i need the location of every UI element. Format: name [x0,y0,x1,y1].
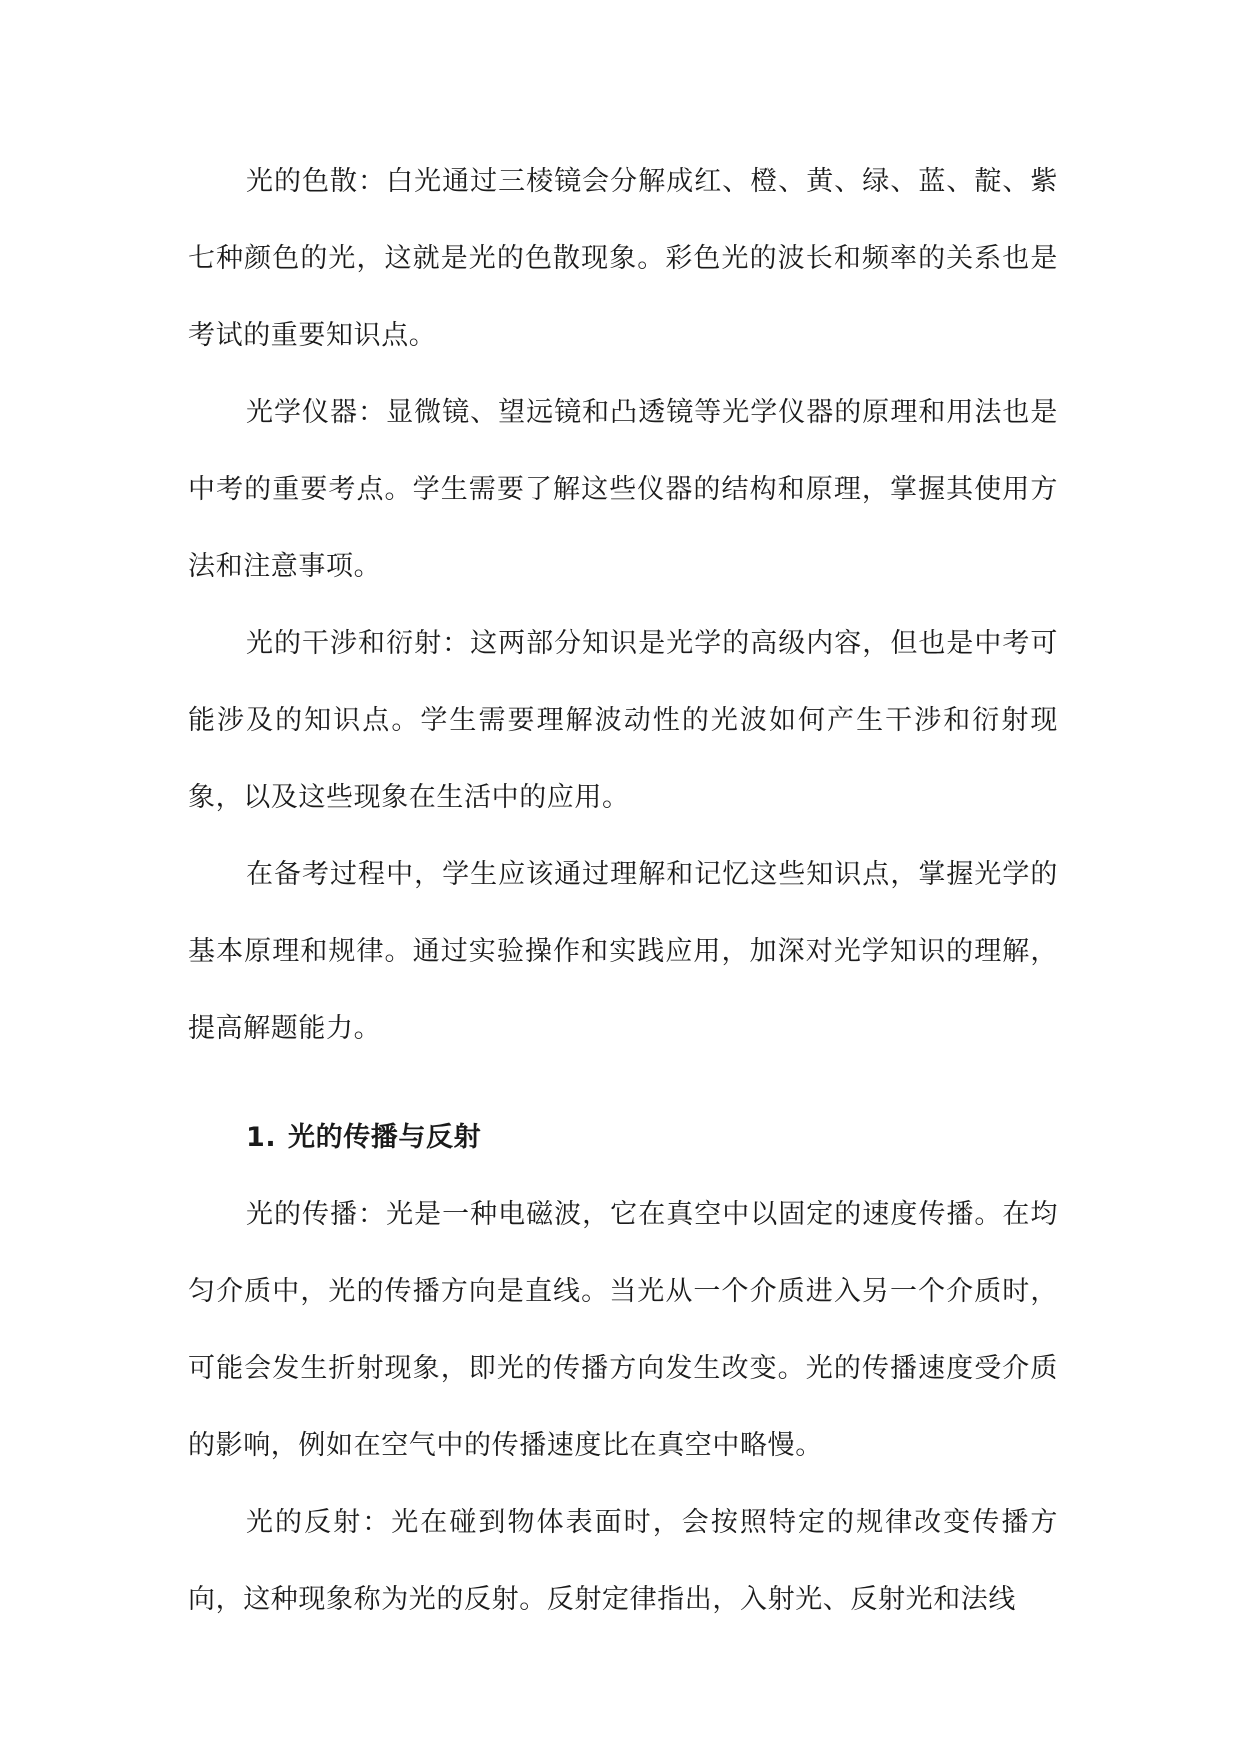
section-number: 1. [246,1122,277,1153]
paragraph-light-propagation: 光的传播：光是一种电磁波，它在真空中以固定的速度传播。在均匀介质中，光的传播方向是直线。当光从一个介质进入另一个介质时，可能会发生折射现象，即光的传播方向发生改变。光的传播速度受介质的影响，例如在空气中的传播速度比在真空中略慢。 [188,1199,1058,1461]
section-heading [188,1099,1058,1176]
paragraph-dispersion: 光的色散：白光通过三棱镜会分解成红、橙、黄、绿、蓝、靛、紫七种颜色的光，这就是光的色散现象。彩色光的波长和频率的关系也是考试的重要知识点。 [188,166,1058,351]
section-title: 光的传播与反射 [288,1122,482,1153]
paragraph-exam-preparation: 在备考过程中，学生应该通过理解和记忆这些知识点，掌握光学的基本原理和规律。通过实验操作和实践应用，加深对光学知识的理解，提高解题能力。 [188,859,1058,1044]
paragraph-light-reflection: 光的反射：光在碰到物体表面时，会按照特定的规律改变传播方向，这种现象称为光的反射。反射定律指出，入射光、反射光和法线 [188,1507,1058,1615]
paragraph-optical-instruments: 光学仪器：显微镜、望远镜和凸透镜等光学仪器的原理和用法也是中考的重要考点。学生需要了解这些仪器的结构和原理，掌握其使用方法和注意事项。 [188,397,1058,582]
document-body [188,143,1058,1638]
paragraph-interference-diffraction: 光的干涉和衍射：这两部分知识是光学的高级内容，但也是中考可能涉及的知识点。学生需要理解波动性的光波如何产生干涉和衍射现象，以及这些现象在生活中的应用。 [188,628,1058,813]
